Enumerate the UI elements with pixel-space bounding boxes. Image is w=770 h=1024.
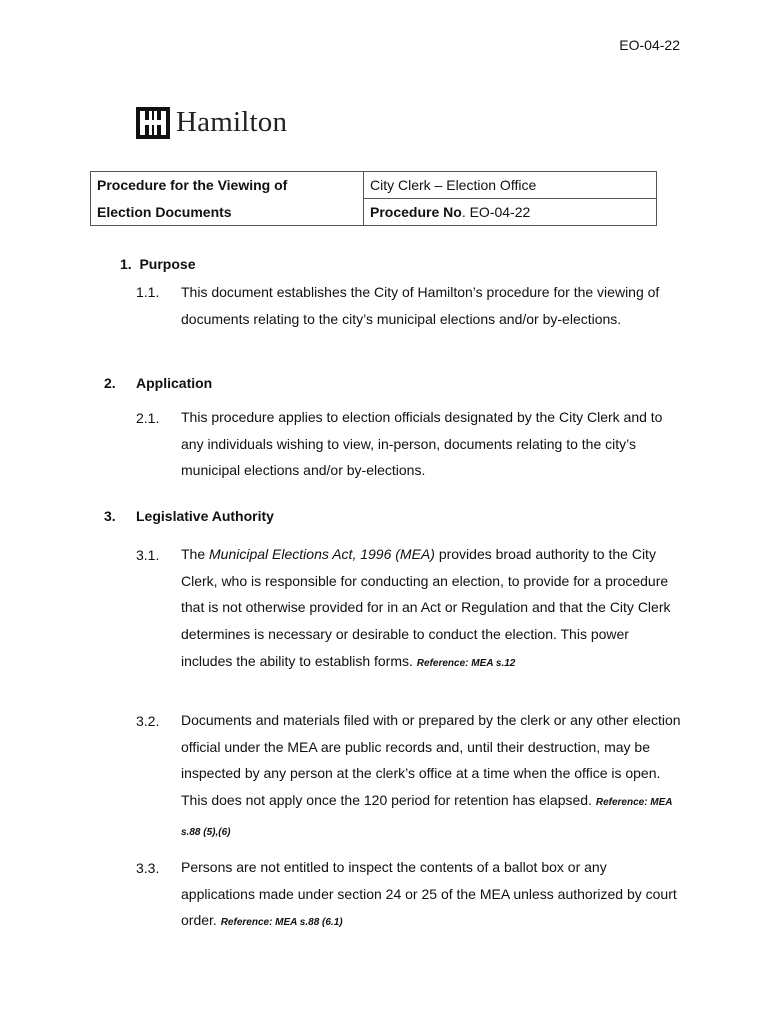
paragraph-3-2: [181, 707, 681, 847]
reference-note: Reference: MEA s.88 (6.1): [220, 917, 343, 929]
section-1-heading: [120, 256, 195, 272]
paragraph-2-1: This procedure applies to election officials designated by the City Clerk and to any individuals wishing to view, in-person, documents relating to the city’s municipal elections and/or by-elections.: [181, 409, 663, 479]
hamilton-logo: [136, 106, 287, 139]
paragraph-3-1: [181, 541, 681, 678]
procedure-number-label: Procedure No: [370, 204, 462, 220]
procedure-title-line-1: Procedure for the Viewing of: [91, 172, 364, 199]
department-cell: City Clerk – Election Office: [364, 172, 657, 199]
text-run: Persons are not entitled to inspect the contents of a ballot box or any applications made under section 24 or 25 of the MEA unless authorized by court order.: [181, 859, 677, 929]
act-title: Municipal Elections Act, 1996 (MEA): [209, 546, 435, 562]
item-number: 2.1.: [136, 410, 160, 426]
paragraph-1-1: This document establishes the City of Hamilton’s procedure for the viewing of documents relating to the city’s municipal elections and/or by-elections.: [181, 284, 660, 327]
text-run: The: [181, 546, 210, 562]
procedure-title-line-2: Election Documents: [91, 199, 364, 226]
item-number: 3.1.: [136, 547, 160, 563]
paragraph-3-3: [181, 854, 681, 937]
item-number: 3.2.: [136, 713, 160, 729]
section-3-title: Legislative Authority: [136, 508, 274, 524]
procedure-number-value: . EO-04-22: [461, 204, 531, 220]
document-code: EO-04-22: [619, 37, 680, 53]
reference-note: Reference: MEA s.88 (5),(6): [181, 797, 673, 838]
text-run: Documents and materials filed with or prepared by the clerk or any other election official under the MEA are public records and, until their destruction, may be inspected by any person at the clerk’s office at a time when the office is open. This does not apply once the 120 period for retention has elapsed.: [181, 712, 681, 809]
section-2-title: Application: [136, 375, 213, 391]
section-3-number: 3.: [104, 508, 116, 524]
logo-wordmark: Hamilton: [176, 106, 288, 138]
procedure-header-table: [90, 171, 657, 226]
section-number: 1.: [120, 256, 132, 272]
item-number: 3.3.: [136, 860, 160, 876]
reference-note: Reference: MEA s.12: [416, 657, 516, 669]
section-title: Purpose: [139, 256, 196, 272]
item-number: 1.1.: [136, 284, 160, 300]
procedure-number-cell: [364, 199, 657, 226]
hamilton-crest-icon: [136, 107, 170, 139]
section-2-number: 2.: [104, 375, 116, 391]
text-run: provides broad authority to the City Clerk, who is responsible for conducting an election, to provide for a procedure that is not otherwise provided for in an Act or Regulation and that the City Clerk determines is necessary or desirable to conduct the election. This power includes the ability to establish forms.: [181, 546, 671, 669]
